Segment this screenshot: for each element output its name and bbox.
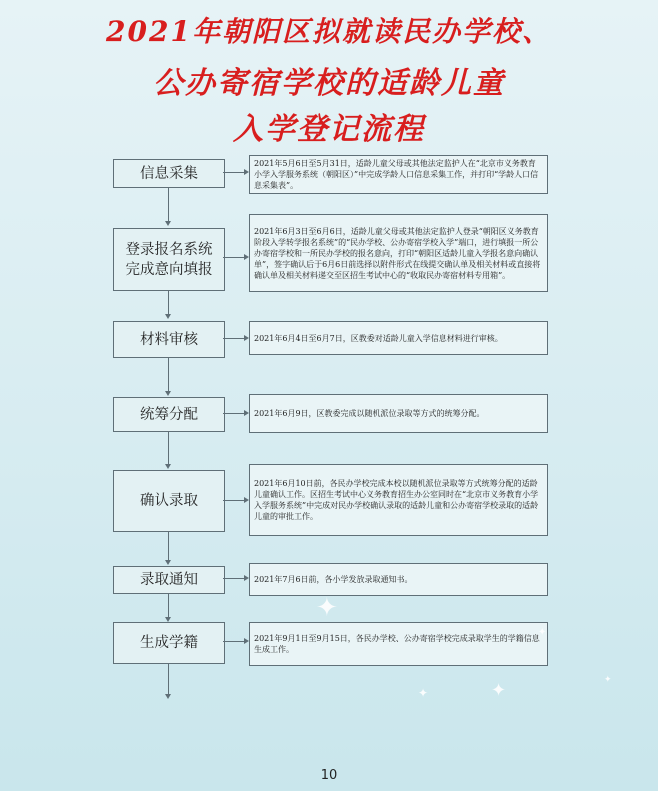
title-line-1: 2021年朝阳区拟就读民办学校、: [106, 15, 552, 48]
step-box-online-registration: [113, 228, 225, 291]
step-label: 录取通知: [140, 572, 198, 588]
step-box-material-review: [113, 321, 225, 358]
connector-line: [223, 257, 244, 258]
down-arrow-icon: [165, 314, 171, 319]
connector-line: [223, 641, 244, 642]
step-label: 信息采集: [140, 165, 198, 182]
connector-line: [168, 592, 169, 619]
step-box-admission-confirmation: [113, 470, 225, 532]
step-label: 统筹分配: [140, 406, 198, 423]
sparkle-decoration: ✦: [316, 593, 338, 623]
down-arrow-icon: [165, 694, 171, 699]
step-description: 2021年6月4日至6月7日，区教委对适龄儿童入学信息材料进行审核。: [249, 321, 548, 355]
step-description: 2021年6月3日至6月6日，适龄儿童父母或其他法定监护人登录“朝阳区义务教育阶段入学转学报名系统”的“民办学校、公办寄宿学校入学”端口，进行填报一所公办寄宿学校和一所民办学校的报名意向，打印“朝阳区适龄儿童入学报名意向确认单”，签字确认后于6月6日前选择以附件形式在线提交确认单及相关材料或直接将确认单及相关材料递交至区招生考试中心的“收取民办寄宿材料专用箱”。: [249, 214, 548, 292]
title-line-2: 公办寄宿学校的适龄儿童: [153, 66, 505, 101]
connector-line: [168, 662, 169, 696]
connector-line: [168, 356, 169, 393]
step-description: 2021年9月1日至9月15日，各民办学校、公办寄宿学校完成录取学生的学籍信息生成工作。: [249, 622, 548, 666]
step-description: 2021年6月9日，区教委完成以随机派位录取等方式的统筹分配。: [249, 394, 548, 433]
connector-line: [223, 338, 244, 339]
page-number: 10: [320, 768, 338, 783]
step-box-allocation: [113, 397, 225, 432]
connector-line: [223, 413, 244, 414]
connector-line: [223, 578, 244, 579]
step-label: 生成学籍: [140, 635, 198, 651]
connector-line: [223, 500, 244, 501]
connector-line: [168, 289, 169, 316]
step-label: 登录报名系统: [125, 241, 213, 258]
sparkle-decoration: ✦: [491, 680, 507, 701]
step-description: 2021年7月6日前，各小学发放录取通知书。: [249, 563, 548, 596]
connector-line: [168, 530, 169, 562]
step-description: 2021年5月6日至5月31日，适龄儿童父母或其他法定监护人在“北京市义务教育小学入学服务系统（朝阳区）”中完成学龄人口信息采集工作，并打印“学龄人口信息采集表”。: [249, 155, 548, 194]
sparkle-decoration: ✦: [418, 686, 429, 700]
step-label: 完成意向填报: [125, 261, 213, 278]
step-description: 2021年6月10日前，各民办学校完成本校以随机派位录取等方式统筹分配的适龄儿童确认工作。区招生考试中心义务教育招生办公室同时在“北京市义务教育小学入学服务系统”中完成对民办学校确认录取的适龄儿童和公办寄宿学校录取的适龄儿童的审批工作。: [249, 464, 548, 536]
step-box-student-record: [113, 622, 225, 664]
down-arrow-icon: [165, 560, 171, 565]
step-label: 确认录取: [140, 493, 198, 509]
title-line-3: 入学登记流程: [233, 112, 425, 147]
step-box-admission-notice: [113, 566, 225, 594]
down-arrow-icon: [165, 464, 171, 469]
connector-line: [168, 430, 169, 466]
sparkle-decoration: ✦: [604, 675, 612, 685]
step-box-info-collection: [113, 159, 225, 188]
connector-line: [223, 172, 244, 173]
connector-line: [168, 186, 169, 223]
down-arrow-icon: [165, 391, 171, 396]
down-arrow-icon: [165, 221, 171, 226]
step-label: 材料审核: [140, 331, 198, 348]
sparkle-decoration: ✦: [538, 627, 547, 638]
